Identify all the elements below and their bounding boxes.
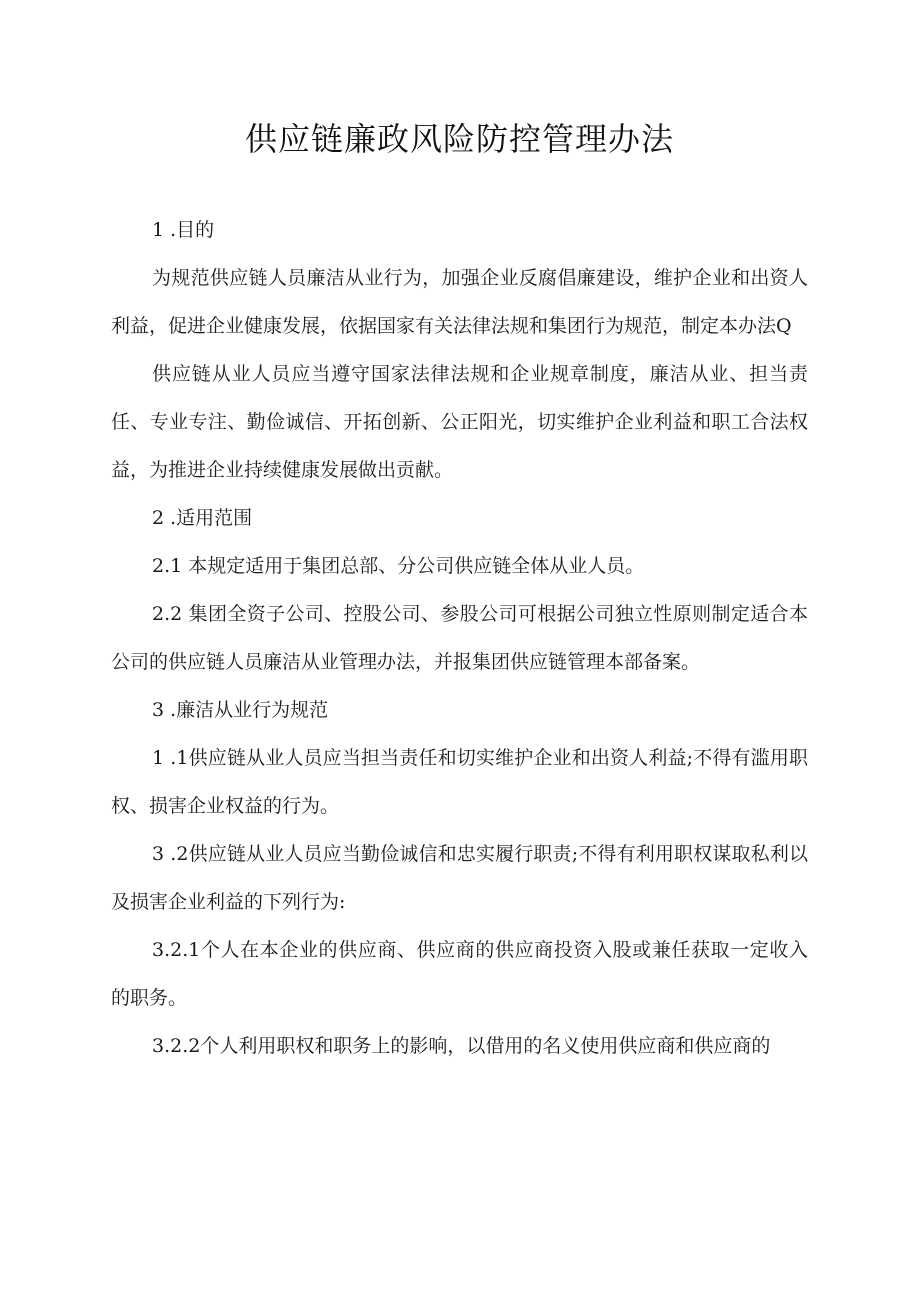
- document-title: 供应链廉政风险防控管理办法: [244, 120, 674, 158]
- document-body: [111, 206, 808, 1070]
- section-2-heading: 2 .适用范围: [152, 507, 253, 529]
- section-1-paragraph-1: 为规范供应链人员廉洁从业行为，加强企业反腐倡廉建设，维护企业和出资人利益，促进企业健康发展，依据国家有关法律法规和集团行为规范，制定本办法Q: [111, 267, 808, 337]
- clause-2-2: 2.2 集团全资子公司、控股公司、参股公司可根据公司独立性原则制定适合本公司的供应链人员廉洁从业管理办法，并报集团供应链管理本部备案。: [111, 603, 808, 673]
- clause-2-1: 2.1 本规定适用于集团总部、分公司供应链全体从业人员。: [152, 555, 645, 577]
- clause-3-2: 3 .2供应链从业人员应当勤俭诚信和忠实履行职责;不得有利用职权谋取私利以及损害企业利益的下列行为:: [111, 843, 808, 913]
- section-3-heading: 3 .廉洁从业行为规范: [152, 699, 329, 721]
- clause-3-2-2: 3.2.2个人利用职权和职务上的影响，以借用的名义使用供应商和供应商的: [152, 1035, 771, 1057]
- clause-3-1: 1 .1供应链从业人员应当担当责任和切实维护企业和出资人利益;不得有滥用职权、损害企业权益的行为。: [111, 747, 808, 817]
- section-1-heading: 1 .目的: [152, 219, 215, 241]
- section-1-paragraph-2: 供应链从业人员应当遵守国家法律法规和企业规章制度，廉洁从业、担当责任、专业专注、勤俭诚信、开拓创新、公正阳光，切实维护企业利益和职工合法权益，为推进企业持续健康发展做出贡献。: [111, 363, 808, 481]
- clause-3-2-1: 3.2.1个人在本企业的供应商、供应商的供应商投资入股或兼任获取一定收入的职务。: [111, 939, 808, 1009]
